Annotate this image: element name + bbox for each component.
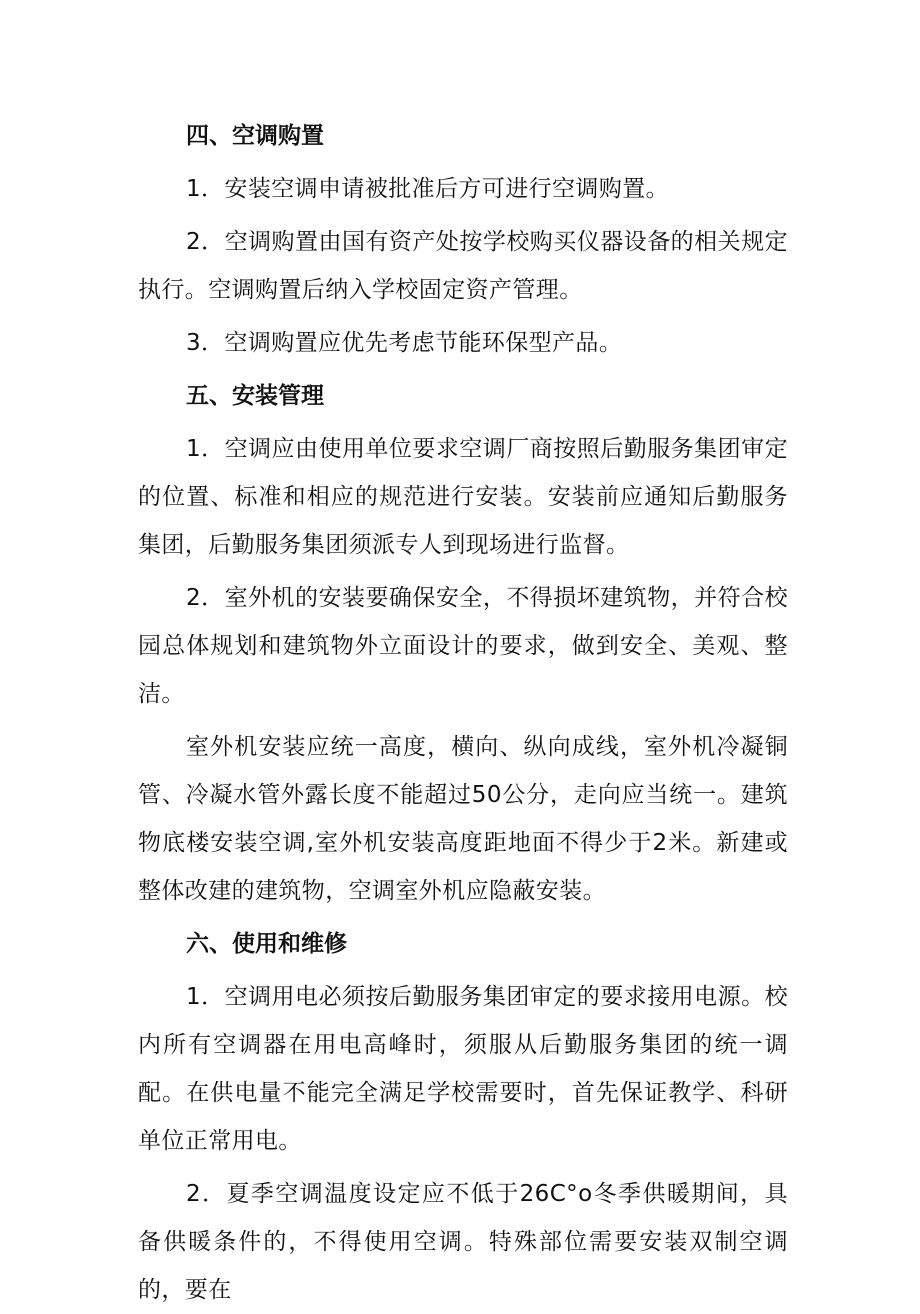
paragraph-installation-1: 1．空调应由使用单位要求空调厂商按照后勤服务集团审定的位置、标准和相应的规范进行安装。安装前应通知后勤服务集团，后勤服务集团须派专人到现场进行监督。 [138,436,788,558]
section-heading-procurement: 四、空调购置 [186,123,324,149]
paragraph-usage-2: 2．夏季空调温度设定应不低于26C°o冬季供暖期间，具备供暖条件的，不得使用空调。特殊部位需要安装双制空调的，要在 [138,1181,788,1303]
paragraph-installation-2: 2．室外机的安装要确保安全，不得损坏建筑物，并符合校园总体规划和建筑物外立面设计的要求，做到安全、美观、整洁。 [138,585,788,707]
section-heading-usage: 六、使用和维修 [186,931,347,957]
paragraph-procurement-2: 2．空调购置由国有资产处按学校购买仪器设备的相关规定执行。空调购置后纳入学校固定资产管理。 [138,229,788,303]
section-heading-installation: 五、安装管理 [186,383,324,409]
paragraph-installation-3: 室外机安装应统一高度，横向、纵向成线，室外机冷凝铜管、冷凝水管外露长度不能超过50公分，走向应当统一。建筑物底楼安装空调,室外机安装高度距地面不得少于2米。新建或整体改建的建筑物，空调室外机应隐蔽安装。 [138,734,788,904]
paragraph-usage-1: 1．空调用电必须按后勤服务集团审定的要求接用电源。校内所有空调器在用电高峰时，须服从后勤服务集团的统一调配。在供电量不能完全满足学校需要时，首先保证教学、科研单位正常用电。 [138,984,788,1154]
paragraph-procurement-3: 3．空调购置应优先考虑节能环保型产品。 [186,330,623,356]
paragraph-procurement-1: 1．安装空调申请被批准后方可进行空调购置。 [186,176,670,202]
document-body [138,112,788,1314]
